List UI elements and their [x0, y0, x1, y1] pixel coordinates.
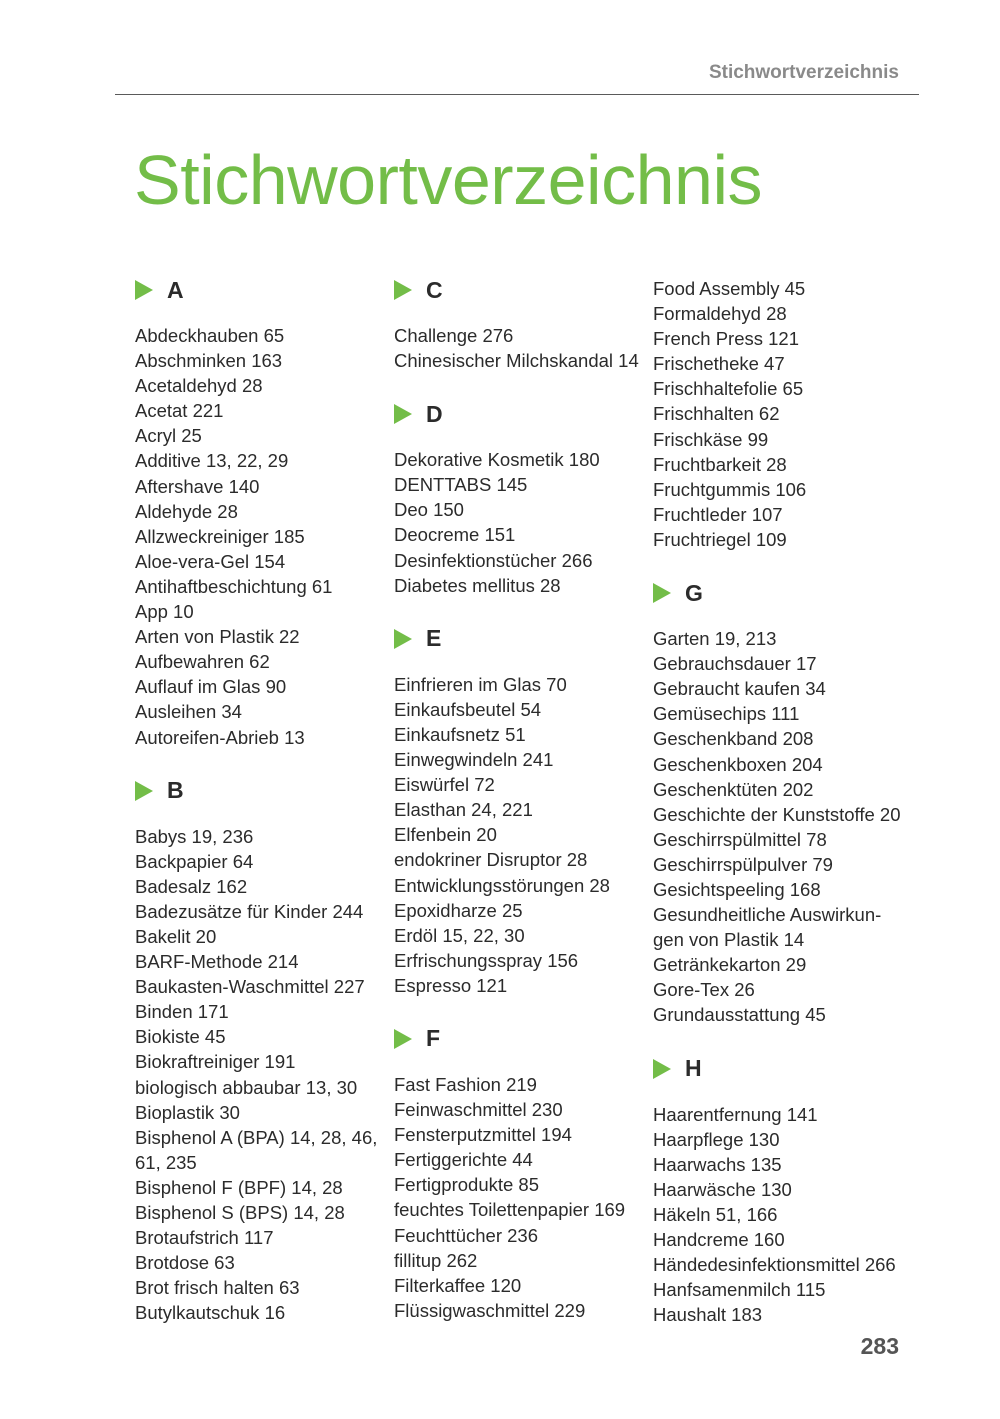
index-entry: Frischkäse 99 [653, 428, 769, 450]
index-entry: Gesichtspeeling 168 [653, 878, 821, 900]
index-entry: Fertigprodukte 85 [394, 1174, 540, 1196]
triangle-marker-icon [394, 1029, 412, 1049]
running-header-title: Stichwortverzeichnis [708, 62, 899, 83]
index-entry: Geschenkband 208 [653, 728, 814, 750]
index-entry: Fruchtleder 107 [653, 503, 783, 525]
index-entry: Haarwäsche 130 [653, 1178, 792, 1200]
index-entry: Frischhaltefolie 65 [653, 378, 804, 400]
index-entry: Geschichte der Kunststoffe 20 [653, 803, 901, 825]
index-entry: Formaldehyd 28 [653, 303, 787, 325]
section-heading [394, 625, 652, 653]
index-entry: Arten von Plastik 22 [135, 626, 300, 648]
index-entry: Espresso 121 [394, 974, 508, 996]
index-column-3 [653, 276, 911, 1327]
index-entry: Ausleihen 34 [135, 701, 242, 723]
index-entry: Einkaufsnetz 51 [394, 723, 526, 745]
index-entry: Erdöl 15, 22, 30 [394, 924, 525, 946]
index-entry: Fensterputzmittel 194 [394, 1124, 572, 1146]
section-heading [135, 276, 393, 304]
header-rule [115, 94, 919, 95]
index-entry: Aldehyde 28 [135, 500, 238, 522]
section-letter: A [167, 276, 184, 303]
index-entry: Gebraucht kaufen 34 [653, 678, 826, 700]
index-entry: Aloe-vera-Gel 154 [135, 550, 286, 572]
index-entry: Bisphenol A (BPA) 14, 28, 46, [135, 1126, 378, 1148]
index-entry: fillitup 262 [394, 1249, 478, 1271]
index-entry: Chinesischer Milchskandal 14 [394, 350, 639, 372]
index-section-b [135, 777, 393, 1326]
index-entry: Gemüsechips 111 [653, 703, 800, 725]
index-entry: Biokiste 45 [135, 1026, 226, 1048]
index-entry: Allzweckreiniger 185 [135, 525, 305, 547]
index-section-c [394, 276, 652, 373]
index-entry: Elasthan 24, 221 [394, 799, 533, 821]
index-entry: Handcreme 160 [653, 1229, 785, 1250]
index-entry: Frischhalten 62 [653, 403, 780, 425]
index-entry: Feinwaschmittel 230 [394, 1099, 563, 1121]
index-entry: Brotdose 63 [135, 1252, 235, 1274]
index-entry: Acryl 25 [135, 425, 202, 447]
index-entry: Dekorative Kosmetik 180 [394, 449, 600, 471]
index-entry: Desinfektionstücher 266 [394, 549, 593, 571]
index-section-f [394, 1025, 652, 1323]
index-entry: Geschenkboxen 204 [653, 753, 823, 775]
index-entry: Babys 19, 236 [135, 825, 254, 847]
index-entry: 61, 235 [135, 1151, 197, 1173]
index-entry: Fruchtgummis 106 [653, 478, 807, 500]
section-heading [394, 400, 652, 428]
index-entry: Haarentfernung 141 [653, 1103, 818, 1125]
index-entry: Acetaldehyd 28 [135, 375, 263, 397]
index-entry: Aufbewahren 62 [135, 651, 270, 673]
index-entry: Häkeln 51, 166 [653, 1203, 778, 1225]
index-section-a [135, 276, 393, 750]
section-letter: G [685, 579, 703, 606]
section-heading [135, 777, 393, 805]
section-heading [394, 1025, 652, 1053]
page-title: Stichwortverzeichnis [134, 141, 762, 219]
triangle-marker-icon [394, 404, 412, 424]
triangle-marker-icon [653, 583, 671, 603]
section-heading [653, 1055, 911, 1083]
index-entry: French Press 121 [653, 328, 800, 350]
section-heading [394, 276, 652, 304]
index-entry: Grundausstattung 45 [653, 1004, 826, 1026]
index-entry: gen von Plastik 14 [653, 929, 805, 951]
index-entry: Food Assembly 45 [653, 278, 806, 299]
index-entry: Filterkaffee 120 [394, 1274, 522, 1296]
index-entry: Gebrauchsdauer 17 [653, 653, 817, 675]
index-entry: Einkaufsbeutel 54 [394, 698, 542, 720]
section-letter: B [167, 777, 184, 804]
index-entry: Händedesinfektionsmittel 266 [653, 1254, 896, 1276]
index-entry: Geschenktüten 202 [653, 778, 814, 800]
triangle-marker-icon [135, 280, 153, 300]
index-entry: Butylkautschuk 16 [135, 1302, 286, 1324]
triangle-marker-icon [394, 280, 412, 300]
section-letter: D [426, 400, 443, 427]
index-section-continued [653, 276, 911, 552]
index-entry: Bakelit 20 [135, 925, 217, 947]
index-entry: Badesalz 162 [135, 875, 248, 897]
triangle-marker-icon [135, 781, 153, 801]
index-entry: Challenge 276 [394, 325, 514, 346]
index-entry: feuchtes Toilettenpapier 169 [394, 1199, 626, 1221]
triangle-marker-icon [653, 1059, 671, 1079]
index-entry: Eiswürfel 72 [394, 774, 495, 796]
index-entry: DENTTABS 145 [394, 474, 528, 496]
index-entry: biologisch abbaubar 13, 30 [135, 1076, 358, 1098]
index-entry: Geschirrspülmittel 78 [653, 828, 827, 850]
index-entry: Einfrieren im Glas 70 [394, 673, 567, 695]
index-entry: Badezusätze für Kinder 244 [135, 900, 364, 922]
index-entry: Deocreme 151 [394, 524, 516, 546]
section-letter: C [426, 276, 443, 303]
section-letter: E [426, 625, 442, 652]
index-entry: Fruchtbarkeit 28 [653, 453, 787, 475]
index-entry: Fast Fashion 219 [394, 1073, 537, 1095]
index-entry: Deo 150 [394, 499, 464, 521]
index-entry: Geschirrspülpulver 79 [653, 853, 833, 875]
index-entry: Haushalt 183 [653, 1304, 763, 1326]
index-entry: Additive 13, 22, 29 [135, 450, 289, 472]
index-section-g [653, 579, 911, 1028]
index-entry: Bioplastik 30 [135, 1101, 240, 1123]
index-entry: Abdeckhauben 65 [135, 325, 285, 346]
index-entry: BARF-Methode 214 [135, 951, 299, 973]
index-section-d [394, 400, 652, 598]
section-heading [653, 579, 911, 607]
index-section-e [394, 625, 652, 998]
index-entry: App 10 [135, 601, 194, 623]
index-entry: Epoxidharze 25 [394, 899, 523, 921]
index-column-2 [394, 276, 652, 1323]
index-entry: Getränkekarton 29 [653, 954, 807, 976]
index-entry: Erfrischungsspray 156 [394, 949, 579, 971]
index-entry: Auflauf im Glas 90 [135, 676, 287, 698]
index-entry: Einwegwindeln 241 [394, 749, 554, 771]
index-entry: Acetat 221 [135, 400, 224, 422]
index-entry: Biokraftreiniger 191 [135, 1051, 296, 1073]
index-entry: Brot frisch halten 63 [135, 1277, 300, 1299]
index-entry: Aftershave 140 [135, 475, 260, 497]
index-entry: Abschminken 163 [135, 350, 283, 372]
index-entry: Antihaftbeschichtung 61 [135, 575, 333, 597]
index-entry: Autoreifen-Abrieb 13 [135, 726, 305, 748]
index-entry: Fruchtriegel 109 [653, 528, 787, 550]
index-entry: Binden 171 [135, 1001, 229, 1023]
index-entry: Bisphenol F (BPF) 14, 28 [135, 1176, 343, 1198]
section-letter: H [685, 1055, 702, 1082]
index-entry: Diabetes mellitus 28 [394, 574, 561, 596]
index-entry: Gesundheitliche Auswirkun- [653, 904, 882, 926]
index-entry: Gore-Tex 26 [653, 979, 755, 1001]
triangle-marker-icon [394, 629, 412, 649]
index-entry: Haarwachs 135 [653, 1153, 782, 1175]
index-entry: Brotaufstrich 117 [135, 1227, 274, 1249]
index-entry: Fertiggerichte 44 [394, 1149, 533, 1171]
index-entry: Frischetheke 47 [653, 353, 785, 375]
index-entry: Garten 19, 213 [653, 628, 777, 650]
index-entry: Feuchttücher 236 [394, 1224, 538, 1246]
index-entry: Baukasten-Waschmittel 227 [135, 976, 365, 998]
index-section-h [653, 1055, 911, 1328]
index-column-1 [135, 276, 393, 1325]
index-entry: Bisphenol S (BPS) 14, 28 [135, 1202, 345, 1223]
index-entry: Hanfsamenmilch 115 [653, 1279, 826, 1301]
index-entry: endokriner Disruptor 28 [394, 849, 588, 871]
index-entry: Elfenbein 20 [394, 824, 497, 846]
index-entry: Flüssigwaschmittel 229 [394, 1299, 586, 1321]
index-entry: Entwicklungsstörungen 28 [394, 874, 610, 896]
page-number: 283 [860, 1333, 899, 1359]
section-letter: F [426, 1025, 441, 1052]
index-entry: Backpapier 64 [135, 850, 254, 872]
index-entry: Haarpflege 130 [653, 1128, 780, 1150]
